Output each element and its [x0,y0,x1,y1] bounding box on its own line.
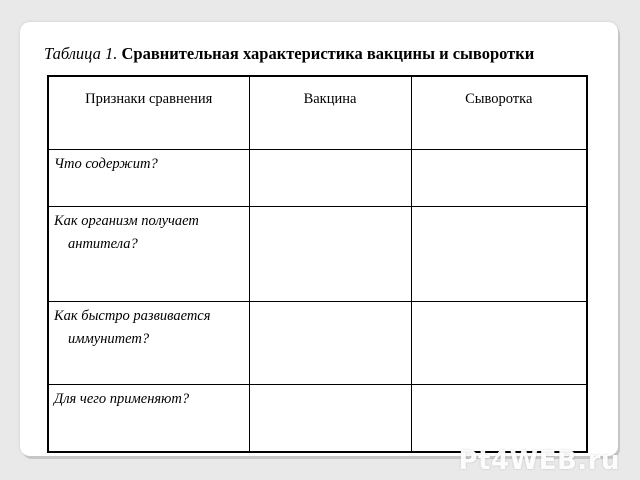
vaccine-cell [249,206,411,301]
table-row [48,301,587,384]
header-criteria: Признаки сравнения [48,76,249,149]
vaccine-cell [249,149,411,206]
vaccine-cell [249,384,411,452]
caption-title: Сравнительная характеристика вакцины и сыворотки [121,44,535,63]
row-label: Как быстро развивается иммунитет? [48,301,249,384]
table-row [48,206,587,301]
serum-cell [411,149,587,206]
serum-cell [411,384,587,452]
slide-card [20,22,618,456]
table-header-row [48,76,587,149]
table-row [48,384,587,452]
row-label: Что содержит? [48,149,249,206]
row-label: Для чего применяют? [48,384,249,452]
comparison-table [47,75,588,453]
row-label: Как организм получает антитела? [48,206,249,301]
vaccine-cell [249,301,411,384]
serum-cell [411,301,587,384]
header-vaccine: Вакцина [249,76,411,149]
table-row [48,149,587,206]
header-serum: Сыворотка [411,76,587,149]
table-caption [44,44,534,64]
caption-prefix: Таблица 1. [44,44,118,63]
serum-cell [411,206,587,301]
watermark-logo: Pt4WEB.ru [458,446,620,476]
